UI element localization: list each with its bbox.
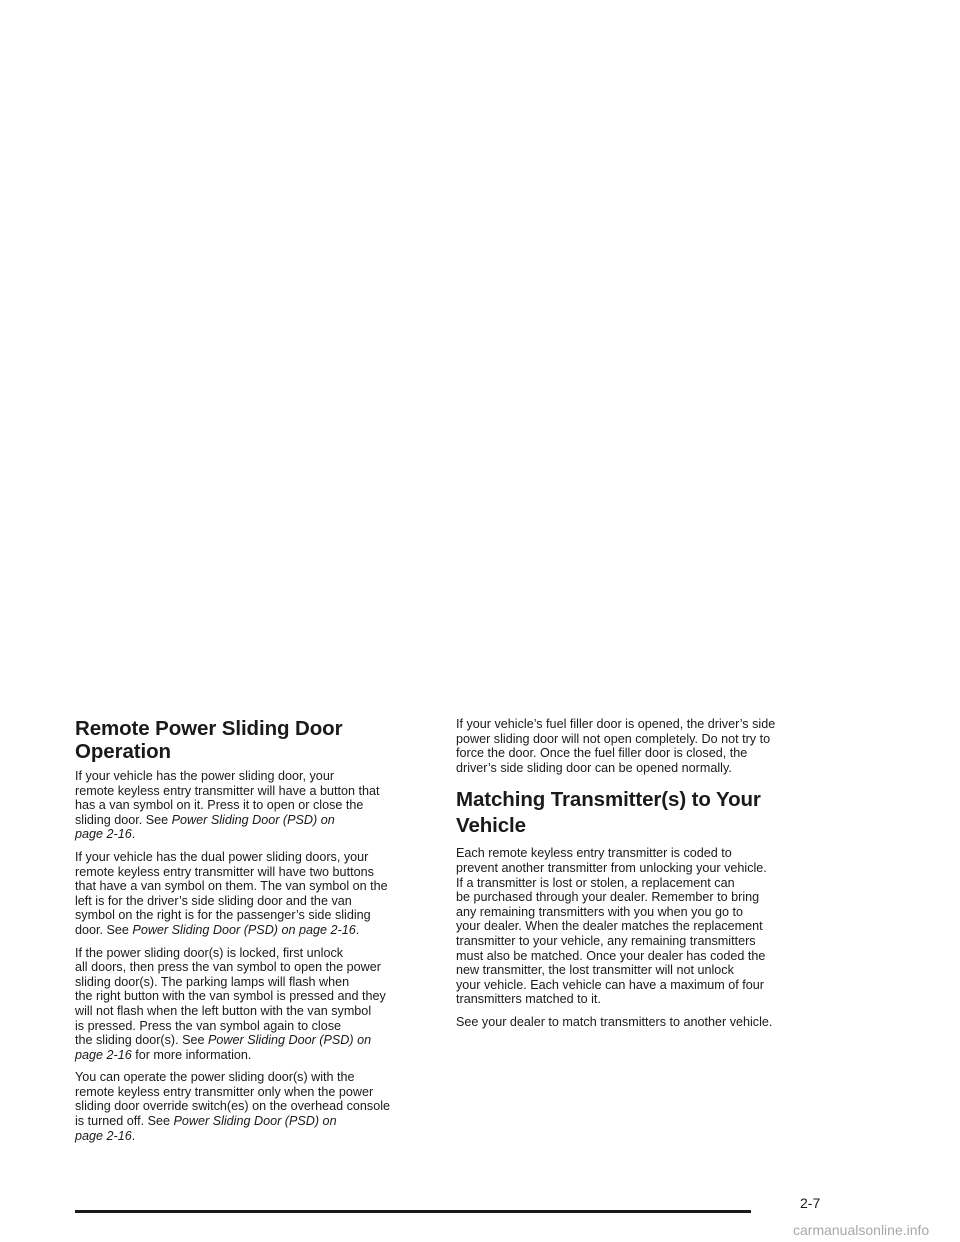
heading-line: Vehicle — [456, 814, 526, 838]
body-text: . — [131, 1128, 136, 1143]
body-text: If your vehicle’s fuel filler door is opened, the driver’s side — [456, 717, 776, 731]
body-text: door. See — [75, 922, 133, 937]
body-text: driver’s side sliding door can be opened normally. — [456, 760, 732, 775]
body-text: prevent another transmitter from unlocking your vehicle. — [456, 860, 767, 875]
body-text: power sliding door will not open completely. Do not try to — [456, 731, 771, 746]
body-paragraph — [456, 1015, 816, 1030]
body-text: You can operate the power sliding door(s) with the — [75, 1070, 355, 1085]
watermark: carmanualsonline.info — [793, 1222, 930, 1238]
page-reference: page 2-16 — [75, 827, 132, 842]
body-text: If the power sliding door(s) is locked, first unlock — [75, 945, 344, 960]
body-text: left is for the driver’s side sliding door and the van — [75, 893, 352, 908]
body-text: Each remote keyless entry transmitter is coded to — [456, 846, 732, 861]
body-text: If your vehicle has the dual power sliding doors, your — [75, 849, 369, 864]
body-text: transmitters matched to it. — [456, 992, 601, 1007]
page-reference: Power Sliding Door (PSD) on — [171, 812, 335, 827]
page-number: 2-7 — [800, 1195, 821, 1211]
body-text: remote keyless entry transmitter only when the power — [75, 1084, 374, 1099]
body-text: is turned off. See — [75, 1114, 174, 1129]
body-text: If your vehicle has the power sliding door, your — [75, 769, 335, 783]
body-text: the right button with the van symbol is pressed and they — [75, 989, 386, 1004]
footer-rule — [75, 1210, 751, 1213]
heading-remote-power-sliding-door: Remote Power Sliding Door Operation — [75, 717, 343, 763]
body-text: remote keyless entry transmitter will have two buttons — [75, 864, 374, 879]
body-text: See your dealer to match transmitters to another vehicle. — [456, 1014, 773, 1029]
body-text: has a van symbol on it. Press it to open or close the — [75, 798, 364, 813]
body-text: all doors, then press the van symbol to open the power — [75, 960, 381, 975]
body-text: sliding door. See — [75, 812, 172, 827]
body-paragraph — [75, 850, 437, 938]
body-paragraph — [75, 769, 437, 842]
page-reference: page 2-16 — [75, 1128, 132, 1143]
page-reference: Power Sliding Door (PSD) on — [208, 1033, 372, 1048]
body-text: If a transmitter is lost or stolen, a replacement can — [456, 875, 735, 890]
right-intro — [456, 717, 816, 775]
body-paragraph — [456, 846, 816, 1007]
page-reference: Power Sliding Door (PSD) on — [173, 1114, 337, 1129]
body-text: . — [131, 827, 136, 842]
body-text: any remaining transmitters with you when you go to — [456, 904, 743, 919]
heading-matching-transmitters — [456, 787, 816, 839]
right-column — [456, 717, 816, 1038]
page-reference: page 2-16 — [75, 1047, 132, 1062]
body-text: must also be matched. Once your dealer has coded the — [456, 948, 766, 963]
body-text: is pressed. Press the van symbol again to close — [75, 1018, 341, 1033]
body-text: your dealer. When the dealer matches the replacement — [456, 919, 763, 934]
left-column — [75, 717, 437, 1151]
body-paragraph — [75, 946, 437, 1063]
body-text: transmitter to your vehicle, any remaining transmitters — [456, 933, 756, 948]
body-text: force the door. Once the fuel filler door is closed, the — [456, 746, 748, 761]
body-text: be purchased through your dealer. Remember to bring — [456, 890, 760, 905]
body-paragraph — [456, 717, 816, 775]
page-reference: Power Sliding Door (PSD) on page 2-16 — [132, 922, 356, 937]
left-paragraphs — [75, 769, 437, 1143]
body-paragraph — [75, 1070, 437, 1143]
body-text: remote keyless entry transmitter will have a button that — [75, 783, 380, 798]
body-text: will not flash when the left button with the van symbol — [75, 1003, 372, 1018]
body-text: your vehicle. Each vehicle can have a maximum of four — [456, 977, 764, 992]
body-text: that have a van symbol on them. The van symbol on the — [75, 879, 388, 894]
body-text: . — [355, 922, 360, 937]
right-paragraphs — [456, 846, 816, 1029]
body-text: symbol on the right is for the passenger’s side sliding — [75, 908, 371, 923]
body-text: sliding door(s). The parking lamps will flash when — [75, 974, 350, 989]
body-text: new transmitter, the lost transmitter will not unlock — [456, 963, 734, 978]
body-text: sliding door override switch(es) on the overhead console — [75, 1099, 391, 1114]
body-text: for more information. — [131, 1047, 252, 1062]
body-text: the sliding door(s). See — [75, 1033, 209, 1048]
heading-line: Matching Transmitter(s) to Your — [456, 788, 761, 812]
